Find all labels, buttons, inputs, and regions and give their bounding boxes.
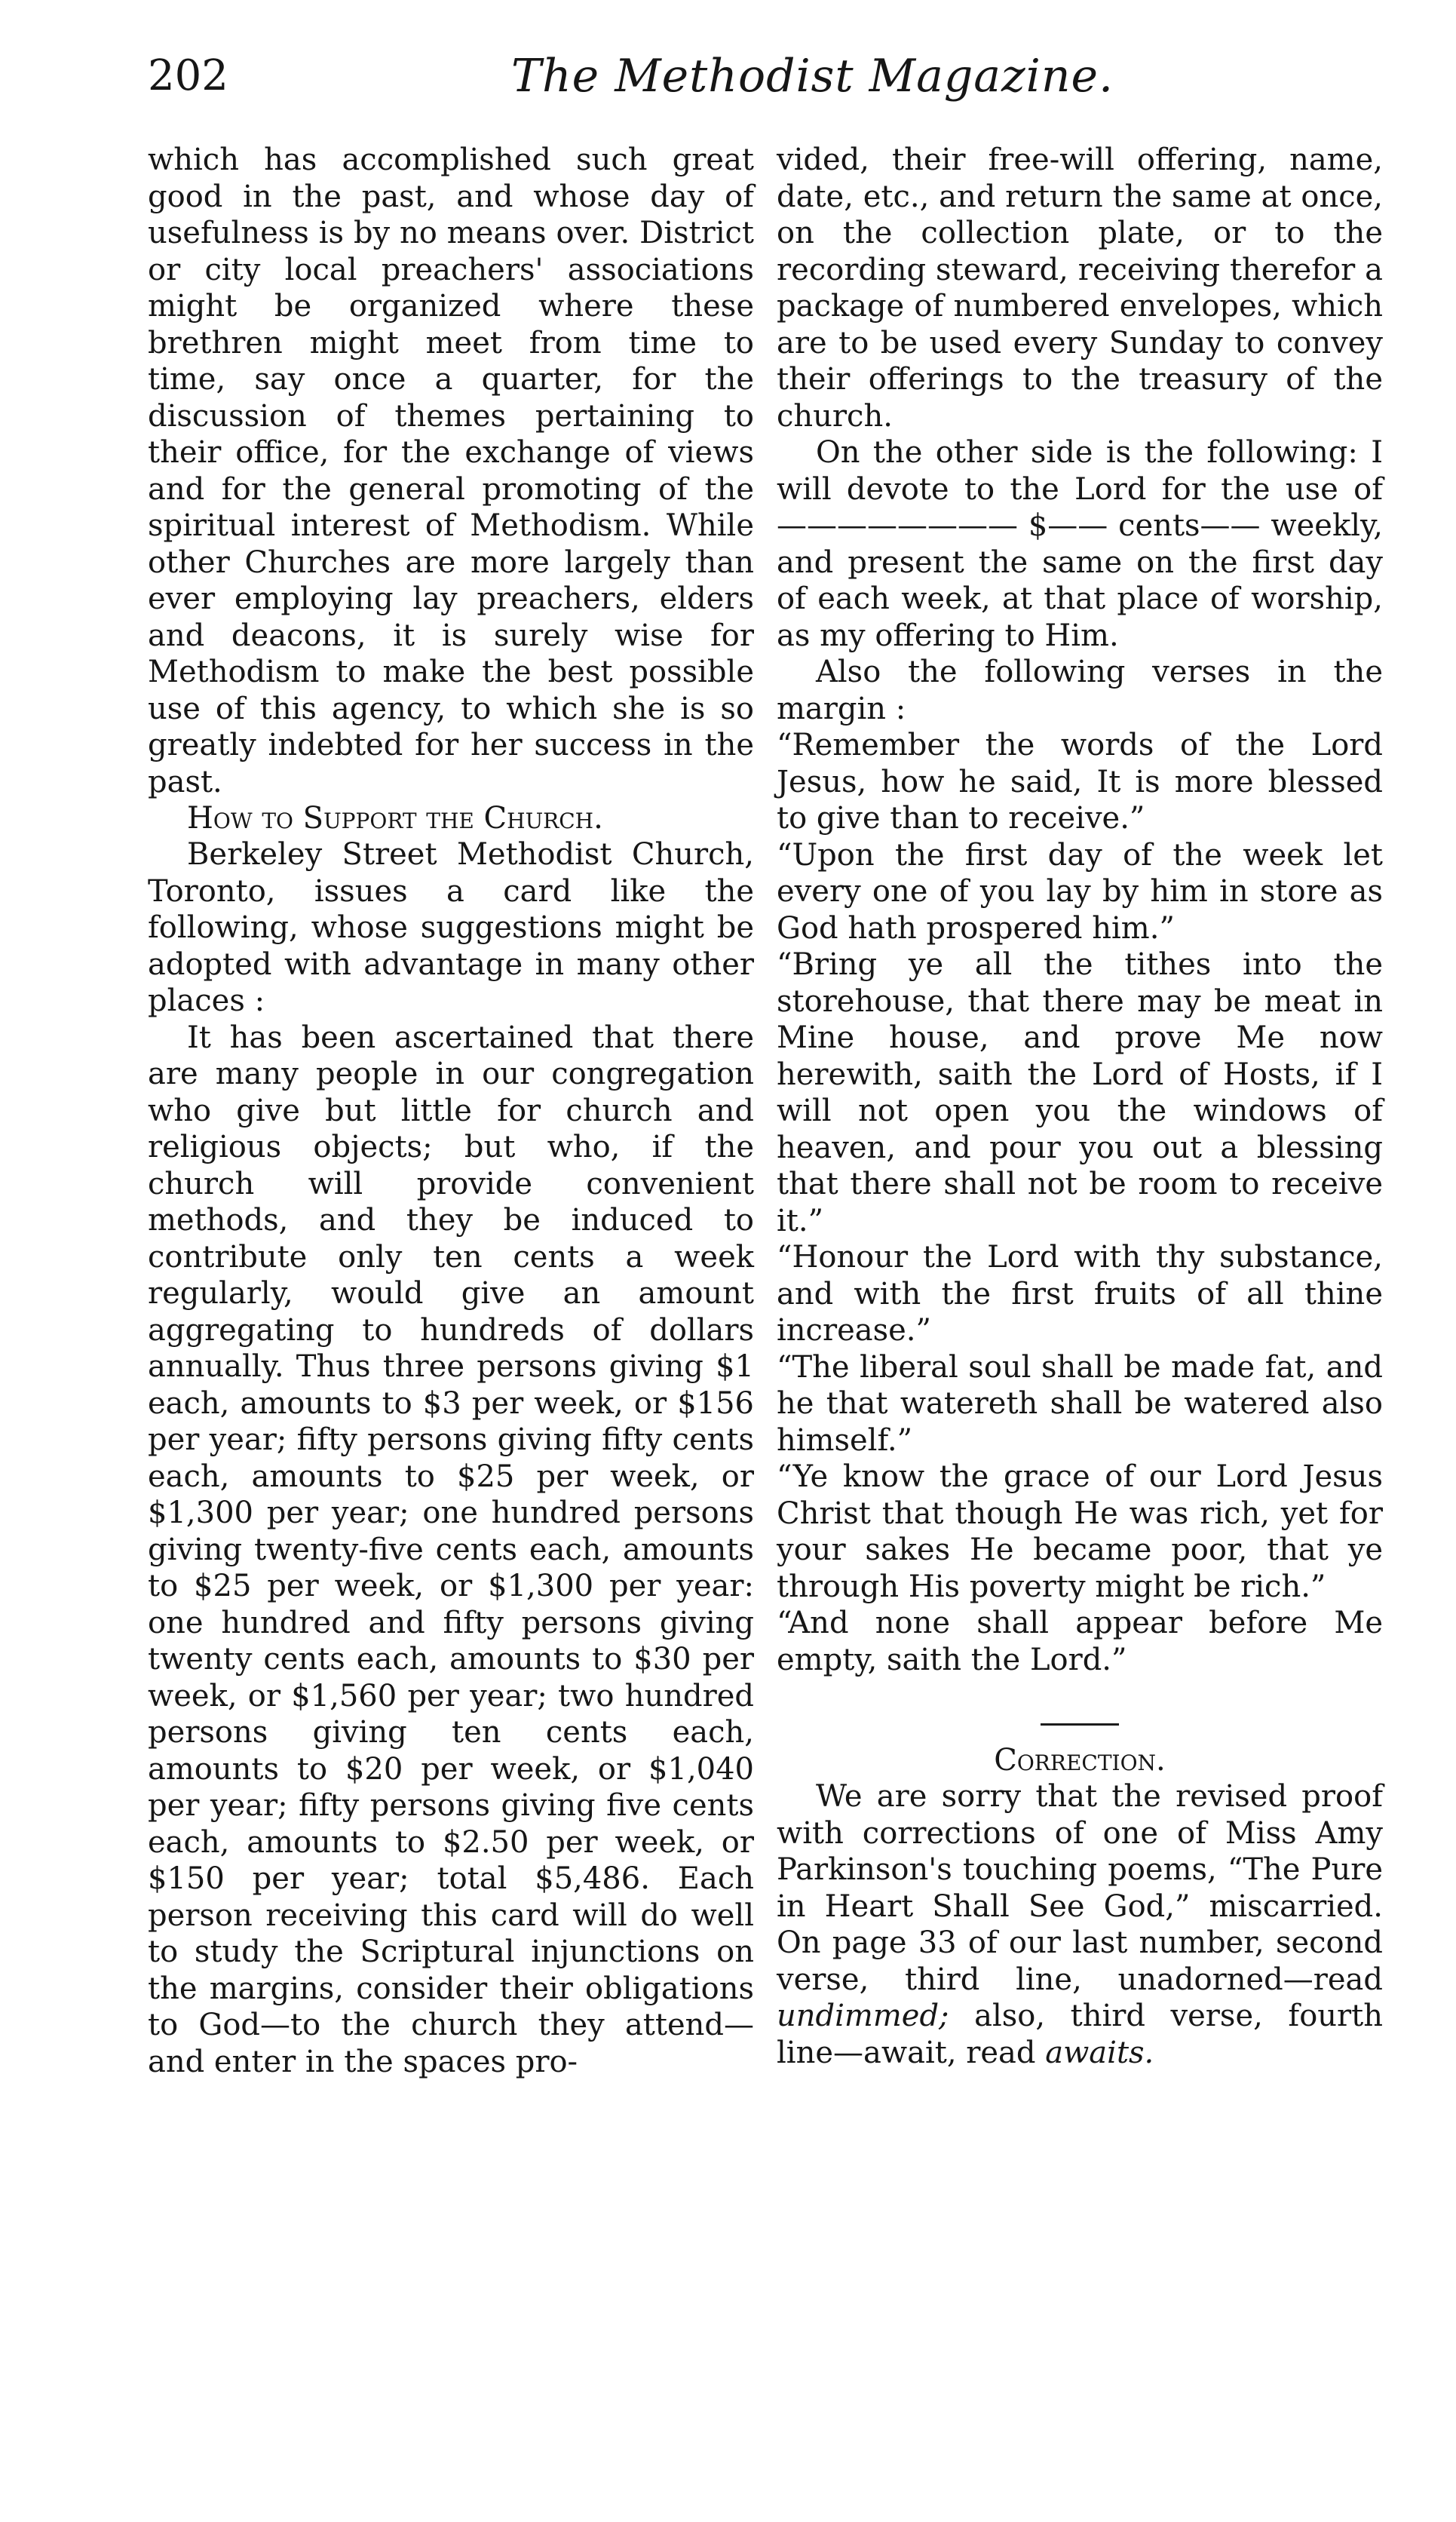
verse-quote: “Upon the first day of the week let every one of you lay by him in store as God hath prospered him.” (777, 837, 1383, 946)
verse-quote: “Remember the words of the Lord Jesus, how he said, It is more blessed to give than to receive.” (777, 728, 1383, 836)
opening-paragraph: which has accomplished such great good in the past, and whose day of usefulness is by no means over. District or city local preachers' associations might be organized where these brethren might meet from time to time, say once a quarter, for the discussion of themes pertaining to their office, for the exchange of views and for the general promoting of the spiritual interest of Methodism. While other Churches are more largely than ever employing lay preachers, elders and deacons, it is surely wise for Methodism to make the best possible use of this agency, to which she is so greatly indebted for her success in the past. (148, 143, 754, 799)
page-number: 202 (148, 51, 228, 100)
correction-word: awaits. (1045, 2035, 1154, 2070)
correction-text: We are sorry that the revised proof with corrections of one of Miss Amy Parkinson's touching poems, “The Pure in Heart Shall See God,” miscarried. On page 33 of our last number, second verse, third line, unadorned—read (777, 1779, 1383, 1997)
page-header (148, 50, 1384, 125)
running-title: The Methodist Magazine. (511, 50, 1114, 103)
correction-heading: Correction. (994, 1743, 1166, 1778)
card-paragraph: It has been ascertained that there are many people in our congregation who give but little for church and religious objects; but who, if the church will provide convenient methods, and they be induced to contribute only ten cents a week regularly, would give an amount aggregating to hundreds of dollars annually. Thus three persons giving $1 each, amounts to $3 per week, or $156 per year; fifty persons giving fifty cents each, amounts to $25 per week, or $1,300 per year; one hundred persons giving twenty-five cents each, amounts to $25 per week, or $1,300 per year: one hundred and fifty persons giving twenty cents each, amounts to $30 per week, or $1,560 per year; two hundred persons giving ten cents each, amounts to $20 per week, or $1,040 per year; fifty persons giving five cents each, amounts to $2.50 per week, or $150 per year; total $5,486. Each person receiving this card will do well to study the Scriptural injunctions on the margins, consider their obligations to God—to the church they attend—and enter in the spaces pro- (148, 1020, 754, 2079)
correction-text-continued: also, third verse, fourth line—await, read (777, 1999, 1384, 2070)
verse-quote: “The liberal soul shall be made fat, and he that watereth shall be watered also himself.” (777, 1349, 1383, 1458)
verse-quote: “Ye know the grace of our Lord Jesus Christ that though He was rich, yet for your sakes He became poor, that ye through His poverty might be rich.” (777, 1459, 1383, 1604)
left-column (148, 142, 754, 2080)
correction-word: undimmed; (777, 1999, 949, 2033)
verse-quote: “Bring ye all the tithes into the storehouse, that there may be meat in Mine house, and prove Me now herewith, saith the Lord of Hosts, if I will not open you the windows of heaven, and pour you out a blessing that there shall not be room to receive it.” (777, 947, 1383, 1238)
section-divider (1041, 1723, 1119, 1726)
pledge-paragraph: On the other side is the following: I will devote to the Lord for the use of ———————— $—— cents—— weekly, and present the same on the first day of each week, at that place of worship, as my offering to Him. (777, 435, 1383, 653)
verse-quote: “And none shall appear before Me empty, saith the Lord.” (777, 1606, 1383, 1677)
verse-quote: “Honour the Lord with thy substance, and with the first fruits of all thine increase.” (777, 1240, 1383, 1348)
continuation-paragraph: vided, their free-will offering, name, date, etc., and return the same at once, on the collection plate, or to the recording steward, receiving therefor a package of numbered envelopes, which are to be used every Sunday to convey their offerings to the treasury of the church. (777, 143, 1383, 434)
section-heading: How to Support the Church. (187, 801, 603, 836)
correction-paragraph (777, 1778, 1383, 2071)
right-column (777, 142, 1383, 2071)
verses-intro: Also the following verses in the margin : (777, 655, 1383, 726)
intro-paragraph: Berkeley Street Methodist Church, Toronto, issues a card like the following, whose suggestions might be adopted with advantage in many other places : (148, 837, 754, 1018)
